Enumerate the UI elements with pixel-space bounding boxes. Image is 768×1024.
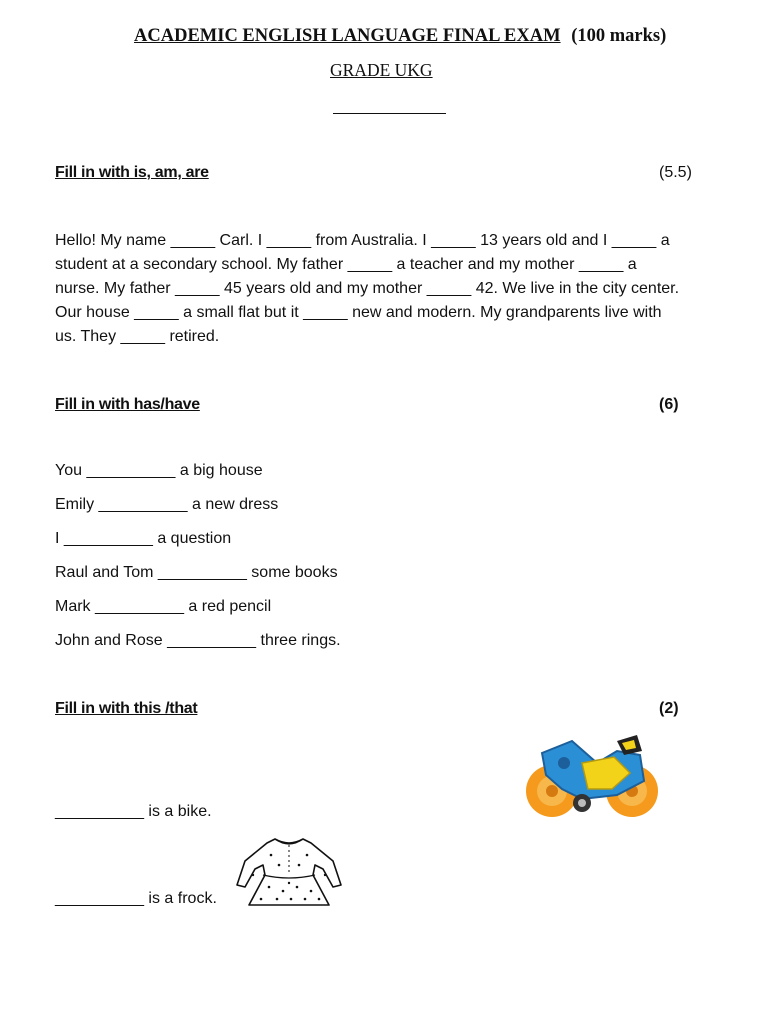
name-underline: [333, 113, 446, 114]
section-2-marks: (6): [659, 396, 679, 413]
section-3-marks: (2): [659, 700, 679, 717]
paragraph-line: nurse. My father _____ 45 years old and my mother _____ 42. We live in the city center.: [55, 280, 680, 297]
exercise-item: Emily __________ a new dress: [55, 496, 279, 513]
section-3-heading: Fill in with this /that: [55, 700, 198, 717]
exam-title-text: ACADEMIC ENGLISH LANGUAGE FINAL EXAM: [134, 26, 561, 46]
exam-title: [134, 26, 666, 47]
exam-total-marks: (100 marks): [571, 26, 667, 46]
exercise-item: Mark __________ a red pencil: [55, 598, 272, 615]
section-1-heading: Fill in with is, am, are: [55, 164, 209, 181]
exercise-item: John and Rose __________ three rings.: [55, 632, 341, 649]
paragraph-line: us. They _____ retired.: [55, 328, 220, 345]
paragraph-line: student at a secondary school. My father _____ a teacher and my mother _____ a: [55, 256, 637, 273]
section-1-marks: (5.5): [659, 164, 692, 181]
frock-image: [233, 835, 345, 907]
exercise-item: I __________ a question: [55, 530, 232, 547]
exercise-item: __________ is a bike.: [55, 803, 212, 820]
exercise-item: Raul and Tom __________ some books: [55, 564, 338, 581]
grade-label: GRADE UKG: [330, 60, 433, 80]
exercise-item: You __________ a big house: [55, 462, 263, 479]
toy-bike-image: [522, 733, 664, 821]
section-2-heading: Fill in with has/have: [55, 396, 200, 413]
exercise-item: __________ is a frock.: [55, 890, 217, 907]
paragraph-line: Our house _____ a small flat but it _____ new and modern. My grandparents live with: [55, 304, 662, 321]
section-1-paragraph: [55, 229, 725, 349]
paragraph-line: Hello! My name _____ Carl. I _____ from Australia. I _____ 13 years old and I _____ a: [55, 232, 670, 249]
